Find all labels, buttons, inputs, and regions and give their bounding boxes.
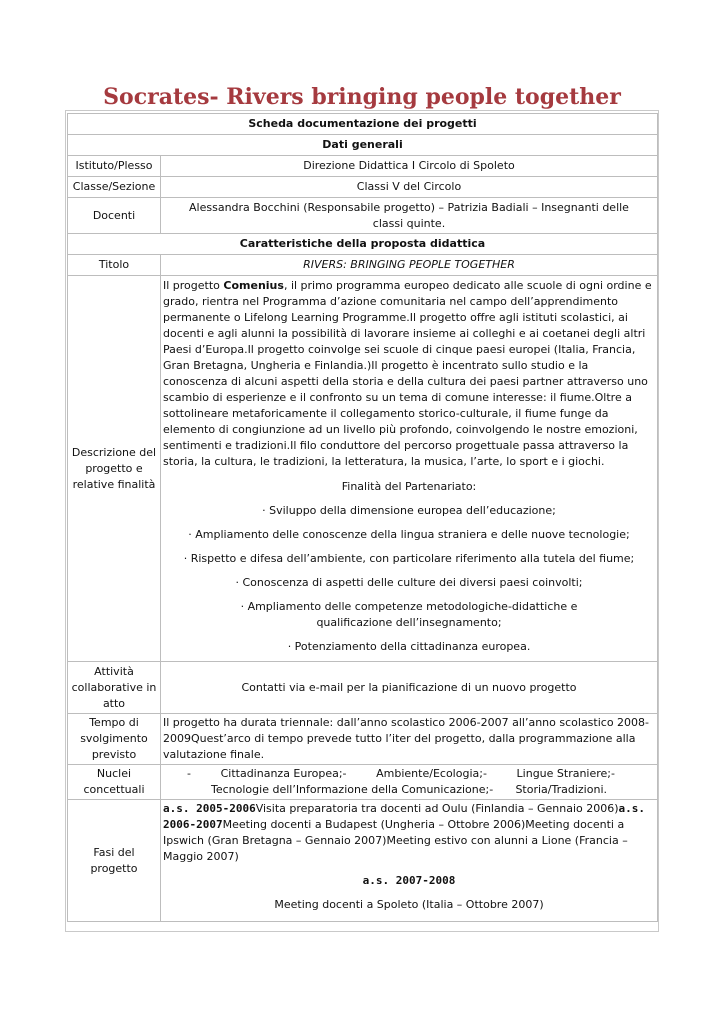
fasi-meeting: Meeting docenti a Spoleto (Italia – Ottobre 2007) — [274, 898, 544, 911]
tempo-value: Il progetto ha durata triennale: dall’anno scolastico 2006-2007 all’anno scolastico 2008-2009Quest’arco di tempo prevede tutto l’iter del progetto, dalla programmazione alla valutazione finale. — [161, 714, 658, 765]
attivita-label: Attività collaborative in atto — [68, 662, 161, 714]
descrizione-intro: Il progetto Comenius, il primo programma europeo dedicato alle scuole di ogni ordine e grado, rientra nel Programma d’azione comunitaria nel campo dell’apprendimento permanente o Lifelong Learning Programme.Il progetto offre agli istituti scolastici, ai docenti e agli alunni la possibilità di lavorare insieme ai colleghi e ai coetanei degli altri Paesi d’Europa.Il progetto coinvolge sei scuole di cinque paesi europei (Italia, Francia, Gran Bretagna, Ungheria e Finlandia.)Il progetto è incentrato sullo studio e la conoscenza di alcuni aspetti della storia e della cultura dei paesi partner attraverso uno scambio di esperienze e il confronto su un tema di comune interesse: il fiume.Oltre a sottolineare metaforicamente il collegamento storico-culturale, il fiume funge da elemento di congiunzione ad un livello più profondo, coinvolgendo le nostre emozioni, sentimenti e tradizioni.Il filo conduttore del percorso progettuale passa attraverso la storia, la cultura, le tradizioni, la letteratura, la musica, l’arte, lo sport e i giochi. — [163, 279, 652, 468]
table-row — [68, 135, 658, 156]
fasi-year-heading: a.s. 2007-2008 — [362, 874, 456, 887]
descrizione-value — [161, 276, 658, 662]
table-row — [68, 800, 658, 922]
project-sheet-table — [67, 113, 658, 922]
list-item: · Conoscenza di aspetti delle culture dei diversi paesi coinvolti; — [235, 576, 583, 589]
titolo-label: Titolo — [68, 255, 161, 276]
fasi-label: Fasi del progetto — [68, 800, 161, 922]
tempo-label: Tempo di svolgimento previsto — [68, 714, 161, 765]
docenti-value: Alessandra Bocchini (Responsabile progetto) – Patrizia Badiali – Insegnanti delle classi quinte. — [161, 198, 658, 234]
table-row — [68, 177, 658, 198]
istituto-label: Istituto/Plesso — [68, 156, 161, 177]
goals-title: Finalità del Partenariato: — [341, 480, 477, 493]
table-row — [68, 198, 658, 234]
nuclei-item: Storia/Tradizioni. — [515, 783, 607, 796]
classe-value: Classi V del Circolo — [161, 177, 658, 198]
list-item: · Sviluppo della dimensione europea dell’educazione; — [262, 504, 556, 517]
titolo-value: RIVERS: BRINGING PEOPLE TOGETHER — [161, 255, 658, 276]
classe-label: Classe/Sezione — [68, 177, 161, 198]
sheet-heading: Scheda documentazione dei progetti — [68, 114, 658, 135]
list-item: · Rispetto e difesa dell’ambiente, con particolare riferimento alla tutela del fiume; — [183, 552, 635, 565]
table-row — [68, 714, 658, 765]
table-row — [68, 255, 658, 276]
fasi-text: a.s. 2005-2006Visita preparatoria tra docenti ad Oulu (Finlandia – Gennaio 2006)a.s. 2006-2007Meeting docenti a Budapest (Ungheria – Ottobre 2006)Meeting docenti a Ipswich (Gran Bretagna – Gennaio 2007)Meeting estivo con alunni a Lione (Francia – Maggio 2007) — [163, 802, 646, 863]
table-row — [68, 114, 658, 135]
docenti-label: Docenti — [68, 198, 161, 234]
nuclei-item: Lingue Straniere;- — [516, 767, 615, 780]
nuclei-item: Tecnologie dell’Informazione della Comunicazione;- — [211, 783, 494, 796]
attivita-value: Contatti via e-mail per la pianificazione di un nuovo progetto — [161, 662, 658, 714]
section-general: Dati generali — [68, 135, 658, 156]
nuclei-label: Nuclei concettuali — [68, 765, 161, 800]
table-row — [68, 662, 658, 714]
list-item: · Ampliamento delle competenze metodologiche-didattiche e qualificazione dell’insegnamento; — [240, 600, 578, 629]
list-item: · Ampliamento delle conoscenze della lingua straniera e delle nuove tecnologie; — [188, 528, 630, 541]
list-item: · Potenziamento della cittadinanza europea. — [287, 640, 531, 653]
table-row — [68, 234, 658, 255]
table-row — [68, 276, 658, 662]
table-row — [68, 156, 658, 177]
descrizione-label: Descrizione del progetto e relative finalità — [68, 276, 161, 662]
page-title: Socrates- Rivers bringing people together — [103, 84, 621, 110]
nuclei-dash: - — [187, 767, 191, 780]
nuclei-value — [161, 765, 658, 800]
fasi-value — [161, 800, 658, 922]
nuclei-item: Ambiente/Ecologia;- — [376, 767, 487, 780]
section-characteristics: Caratteristiche della proposta didattica — [68, 234, 658, 255]
istituto-value: Direzione Didattica I Circolo di Spoleto — [161, 156, 658, 177]
table-row — [68, 765, 658, 800]
nuclei-item: Cittadinanza Europea;- — [220, 767, 347, 780]
